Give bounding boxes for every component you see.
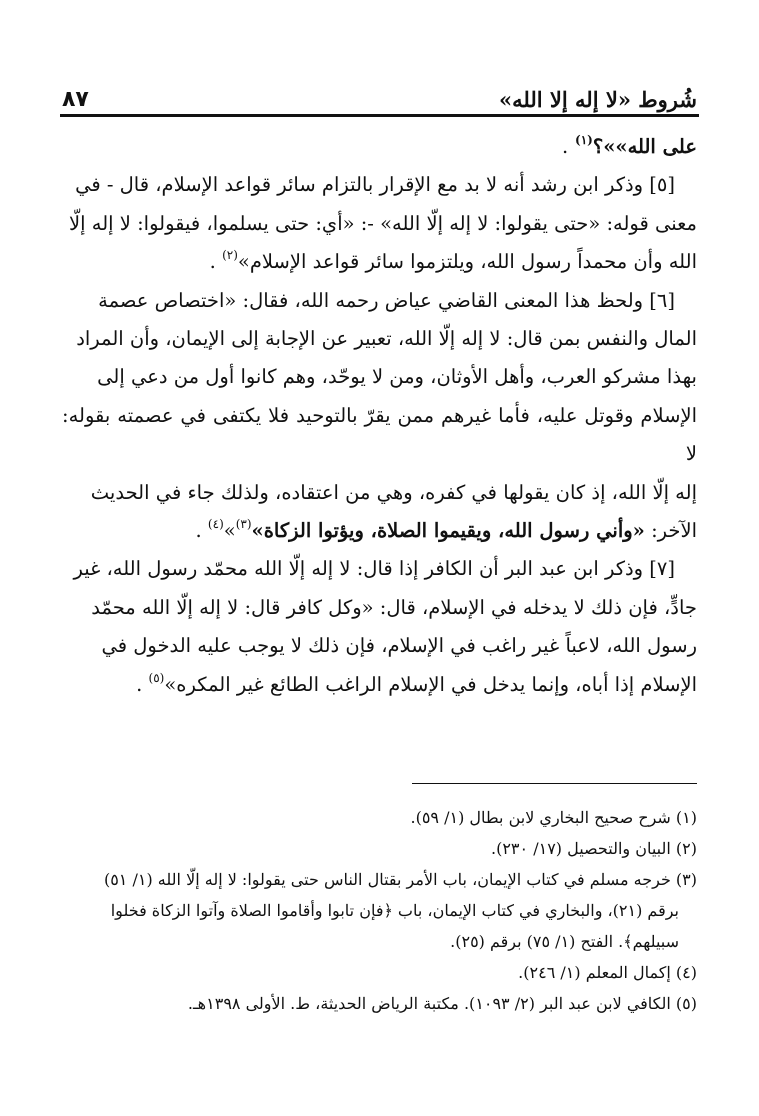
text-line: بهذا مشركو العرب، وأهل الأوثان، ومن لا يوحّد، وهم كانوا أول من دعي إلى <box>97 365 697 389</box>
page-header <box>62 76 697 112</box>
text-line: جادٍّ، فإن ذلك لا يدخله في الإسلام، قال: «وكل كافر قال: لا إله إلّا الله محمّد <box>91 595 697 619</box>
text-line: رسول الله، لاعباً غير راغب في الإسلام، فإن ذلك لا يوجب عليه الدخول في <box>101 634 697 658</box>
footnote-ref[interactable]: (٥) <box>148 670 165 685</box>
text-line: إله إلّا الله، إذ كان يقولها في كفره، وهي من اعتقاده، ولذلك جاء في الحديث <box>90 480 697 504</box>
paragraph-5: [٥] وذكر ابن رشد أنه لا بد مع الإقرار بالتزام سائر قواعد الإسلام، قال - في <box>75 173 675 197</box>
header-rule <box>60 114 699 117</box>
paragraph-6: [٦] ولحظ هذا المعنى القاضي عياض رحمه الله، فقال: «اختصاص عصمة <box>98 288 675 312</box>
text-line: المال والنفس بمن قال: لا إله إلّا الله، تعبير عن الإجابة إلى الإيمان، وأن المراد <box>76 327 697 351</box>
page-number: ٨٧ <box>62 87 89 112</box>
text-line: الإسلام وقوتل عليه، فأما غيرهم ممن يقرّ بالتوحيد فلا يكتفى في عصمته بقوله: لا <box>62 403 697 466</box>
text-line: معنى قوله: «حتى يقولوا: لا إله إلّا الله» -: «أي: حتى يسلموا، فيقولوا: لا إله إلّا <box>69 211 697 235</box>
footnote-1: (١) شرح صحيح البخاري لابن بطال (١/ ٥٩). <box>410 808 697 827</box>
footnote-4: (٤) إكمال المعلم (١/ ٢٤٦). <box>518 963 697 982</box>
footnotes <box>62 802 697 1019</box>
running-title: شُروط «لا إله إلا الله» <box>499 87 697 112</box>
footnote-3-continued: سبيلهم﴾. الفتح (١/ ٧٥) برقم (٢٥). <box>450 932 679 951</box>
footnote-ref[interactable]: (٤) <box>207 517 224 532</box>
footnote-2: (٢) البيان والتحصيل (١٧/ ٢٣٠). <box>491 839 697 858</box>
footnote-ref[interactable]: (٢) <box>222 248 238 263</box>
paragraph-7: [٧] وذكر ابن عبد البر أن الكافر إذا قال: لا إله إلّا الله محمّد رسول الله، غير <box>73 557 675 581</box>
footnote-separator <box>412 783 697 784</box>
footnote-ref[interactable]: (٣) <box>235 517 252 532</box>
footnote-5: (٥) الكافي لابن عبد البر (٢/ ١٠٩٣). مكتبة الرياض الحديثة، ط. الأولى ١٣٩٨هـ. <box>187 994 697 1013</box>
text-line: على الله»»؟$^{(١)}$ . <box>562 133 697 158</box>
footnote-3-continued: برقم (٢١)، والبخاري في كتاب الإيمان، باب ﴿فإن تابوا وأقاموا الصلاة وآتوا الزكاة فخلوا <box>110 901 679 920</box>
text-line: الإسلام إذا أباه، وإنما يدخل في الإسلام الراغب الطائع غير المكره»$^{(٥)}$ . <box>136 670 697 696</box>
main-text <box>62 128 697 704</box>
footnote-3: (٣) خرجه مسلم في كتاب الإيمان، باب الأمر بقتال الناس حتى يقولوا: لا إله إلّا الله (١/ ٥١) <box>103 870 697 889</box>
text-line: الآخر: «وأني رسول الله، ويقيموا الصلاة، ويؤتوا الزكاة»$^{(٣)}$»$^{(٤)}$ . <box>195 517 697 543</box>
text-line: الله وأن محمداً رسول الله، ويلتزموا سائر قواعد الإسلام»$^{(٢)}$ . <box>209 248 697 274</box>
footnote-ref[interactable]: (١) <box>575 133 593 147</box>
